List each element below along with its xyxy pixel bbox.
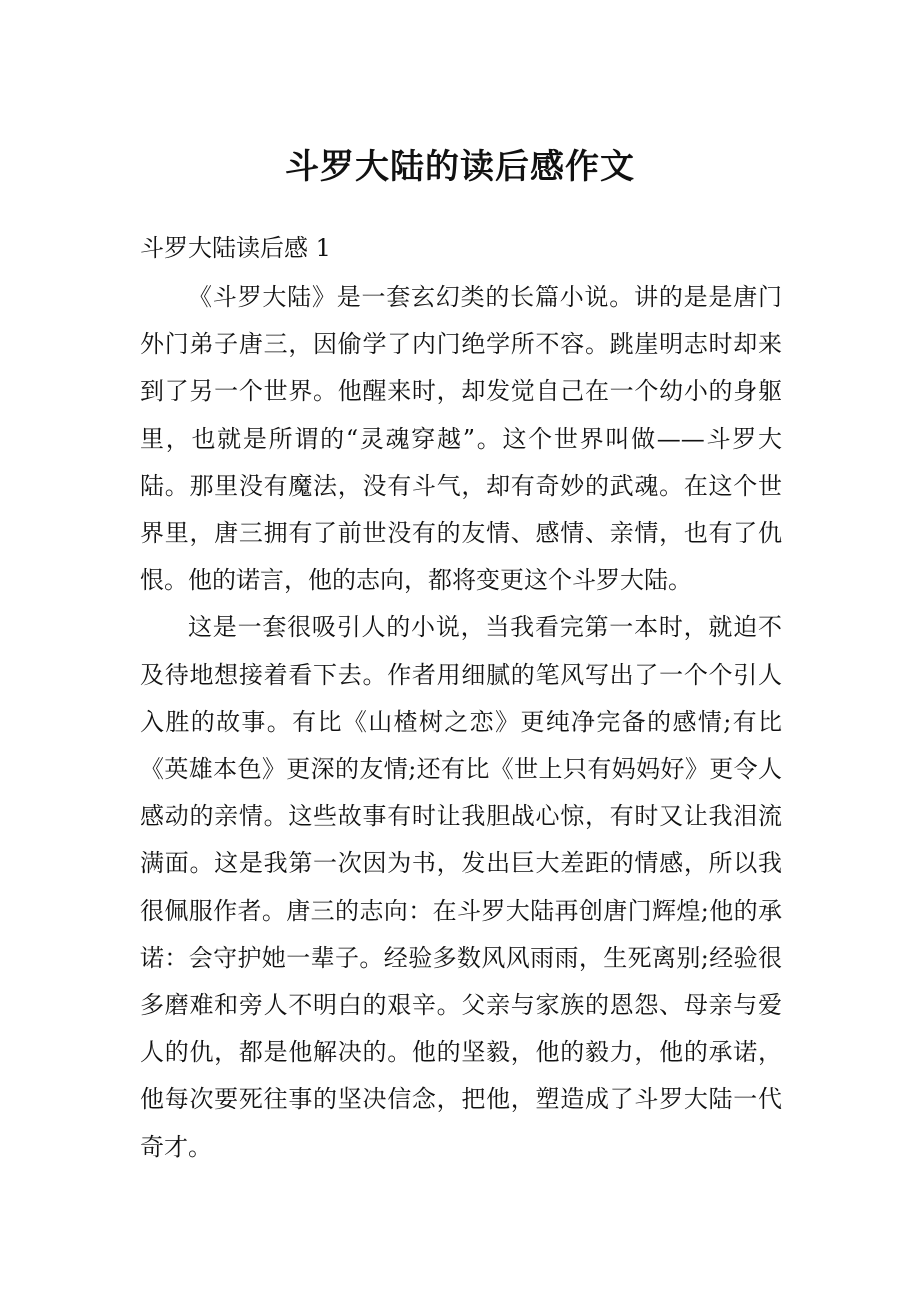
document-title: 斗罗大陆的读后感作文 <box>285 147 635 187</box>
paragraph-1: 《斗罗大陆》是一套玄幻类的长篇小说。讲的是是唐门外门弟子唐三，因偷学了内门绝学所不容。跳崖明志时却来到了另一个世界。他醒来时，却发觉自己在一个幼小的身躯里，也就是所谓的“灵魂穿越”。这个世界叫做——斗罗大陆。那里没有魔法，没有斗气，却有奇妙的武魂。在这个世界里，唐三拥有了前世没有的友情、感情、亲情，也有了仇恨。他的诺言，他的志向，都将变更这个斗罗大陆。 <box>140 283 782 595</box>
paragraph-2: 这是一套很吸引人的小说，当我看完第一本时，就迫不及待地想接着看下去。作者用细腻的笔风写出了一个个引人入胜的故事。有比《山楂树之恋》更纯净完备的感情;有比《英雄本色》更深的友情;还有比《世上只有妈妈好》更令人感动的亲情。这些故事有时让我胆战心惊，有时又让我泪流满面。这是我第一次因为书，发出巨大差距的情感，所以我很佩服作者。唐三的志向：在斗罗大陆再创唐门辉煌;他的承诺：会守护她一辈子。经验多数风风雨雨，生死离别;经验很多磨难和旁人不明白的艰辛。父亲与家族的恩怨、母亲与爱人的仇，都是他解决的。他的坚毅，他的毅力，他的承诺，他每次要死往事的坚决信念，把他，塑造成了斗罗大陆一代奇才。 <box>140 613 782 1161</box>
document-body <box>140 274 782 1171</box>
section-heading: 斗罗大陆读后感 1 <box>140 234 331 262</box>
